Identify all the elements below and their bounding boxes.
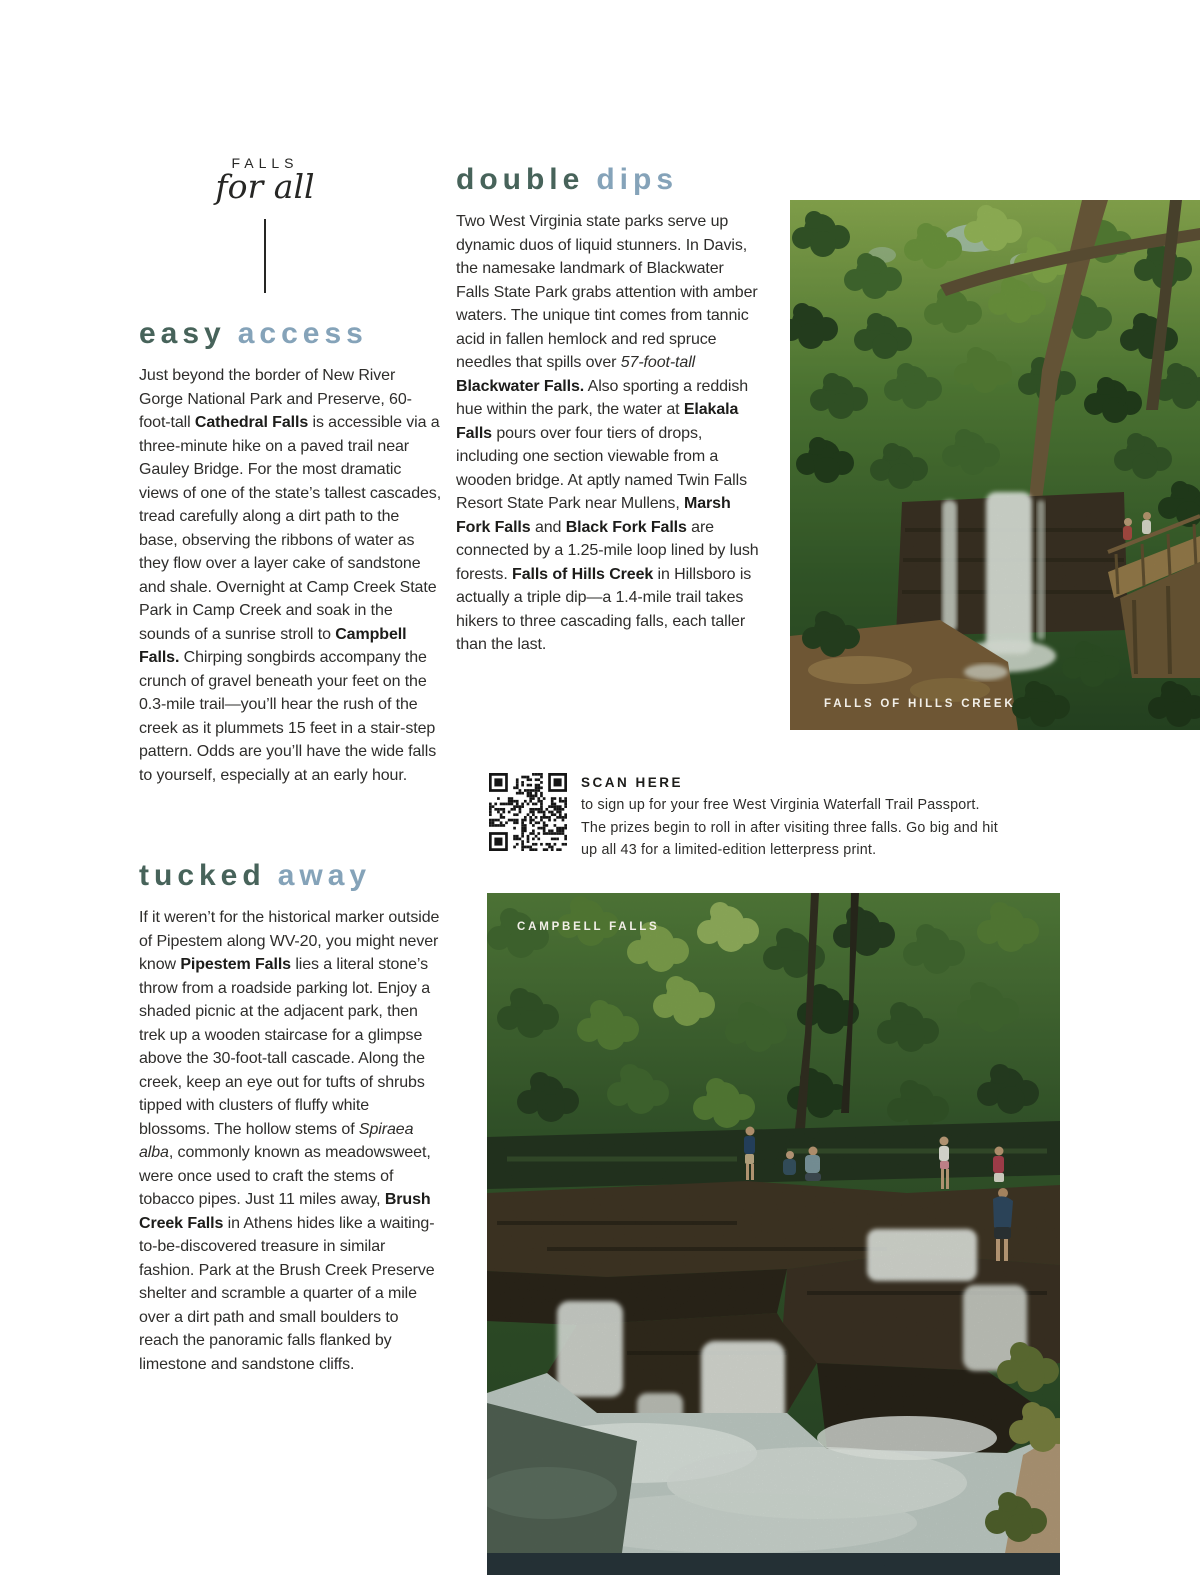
scan-here-block [489,773,1001,862]
section-tucked-away [139,860,442,1376]
logo-title: FALLS [231,155,299,171]
scan-here-description: to sign up for your free West Virginia Waterfall Trail Passport. The prizes begin to roll in after visiting three falls. Go big and hit up all 43 for a limited-edition letterpress print. [581,797,998,858]
easy-access-paragraph: Just beyond the border of New River Gorge National Park and Preserve, 60-foot-tall Cathedral Falls is accessible via a three-minute hike on a paved trail near Gauley Bridge. For the most dramatic views of one of the state’s tallest cascades, tread carefully along a dirt path to the base, observing the ribbons of water as they flow over a layer cake of sandstone and shale. Overnight at Camp Creek State Park in Camp Creek and soak in the sounds of a sunrise stroll to Campbell Falls. Chirping songbirds accompany the crunch of gravel beneath your feet on the 0.3-mile trail—you’ll hear the rush of the creek as it plummets 15 feet in a stair-step pattern. Odds are you’ll have the wide falls to yourself, especially at an early hour. [139,367,442,784]
heading-word: away [277,859,372,892]
heading-word: tucked [139,859,266,892]
heading-word: double [456,163,585,196]
photo-caption-campbell-falls: CAMPBELL FALLS [517,921,660,933]
photo-caption-hills-creek: FALLS OF HILLS CREEK [824,698,1016,710]
section-double-dips [456,164,759,657]
campbell-falls-photo [487,893,1060,1575]
forest-waterfall-illustration [790,200,1200,730]
qr-code-icon [489,773,567,851]
easy-access-heading [139,318,442,350]
logo-divider-line [264,219,266,293]
scan-here-text [581,773,1001,862]
section-easy-access [139,318,442,787]
heading-word: easy [139,317,226,350]
double-dips-heading [456,164,759,196]
scan-here-label: SCAN HERE [581,775,684,790]
cascade-river-illustration [487,893,1060,1575]
heading-word: dips [596,163,678,196]
falls-for-all-logo [139,155,391,293]
heading-word: access [237,317,368,350]
tucked-away-paragraph: If it weren’t for the historical marker outside of Pipestem along WV-20, you might never know Pipestem Falls lies a literal stone’s throw from a roadside parking lot. Enjoy a shaded picnic at the adjacent park, then trek up a wooden staircase for a glimpse above the 30-foot-tall cascade. Along the creek, keep an eye out for tufts of shrubs tipped with clusters of fluffy white blossoms. The hollow stems of Spiraea alba, commonly known as meadowsweet, were once used to craft the stems of tobacco pipes. Just 11 miles away, Brush Creek Falls in Athens hides like a waiting-to-be-discovered treasure in similar fashion. Park at the Brush Creek Preserve shelter and scramble a quarter of a mile over a dirt path and small boulders to reach the panoramic falls flanked by limestone and sandstone cliffs. [139,909,440,1373]
logo-script-text: for all [215,167,315,206]
tucked-away-heading [139,860,442,892]
double-dips-paragraph: Two West Virginia state parks serve up dynamic duos of liquid stunners. In Davis, the namesake landmark of Blackwater Falls State Park grabs attention with amber waters. The unique tint comes from tannic acid in fallen hemlock and red spruce needles that spills over 57-foot-tall Blackwater Falls. Also sporting a reddish hue within the park, the water at Elakala Falls pours over four tiers of drops, including one section viewable from a wooden bridge. At aptly named Twin Falls Resort State Park near Mullens, Marsh Fork Falls and Black Fork Falls are connected by a 1.25-mile loop lined by lush forests. Falls of Hills Creek in Hillsboro is actually a triple dip—a 1.4-mile trail takes hikers to three cascading falls, each taller than the last. [456,213,759,653]
falls-of-hills-creek-photo [790,200,1200,730]
